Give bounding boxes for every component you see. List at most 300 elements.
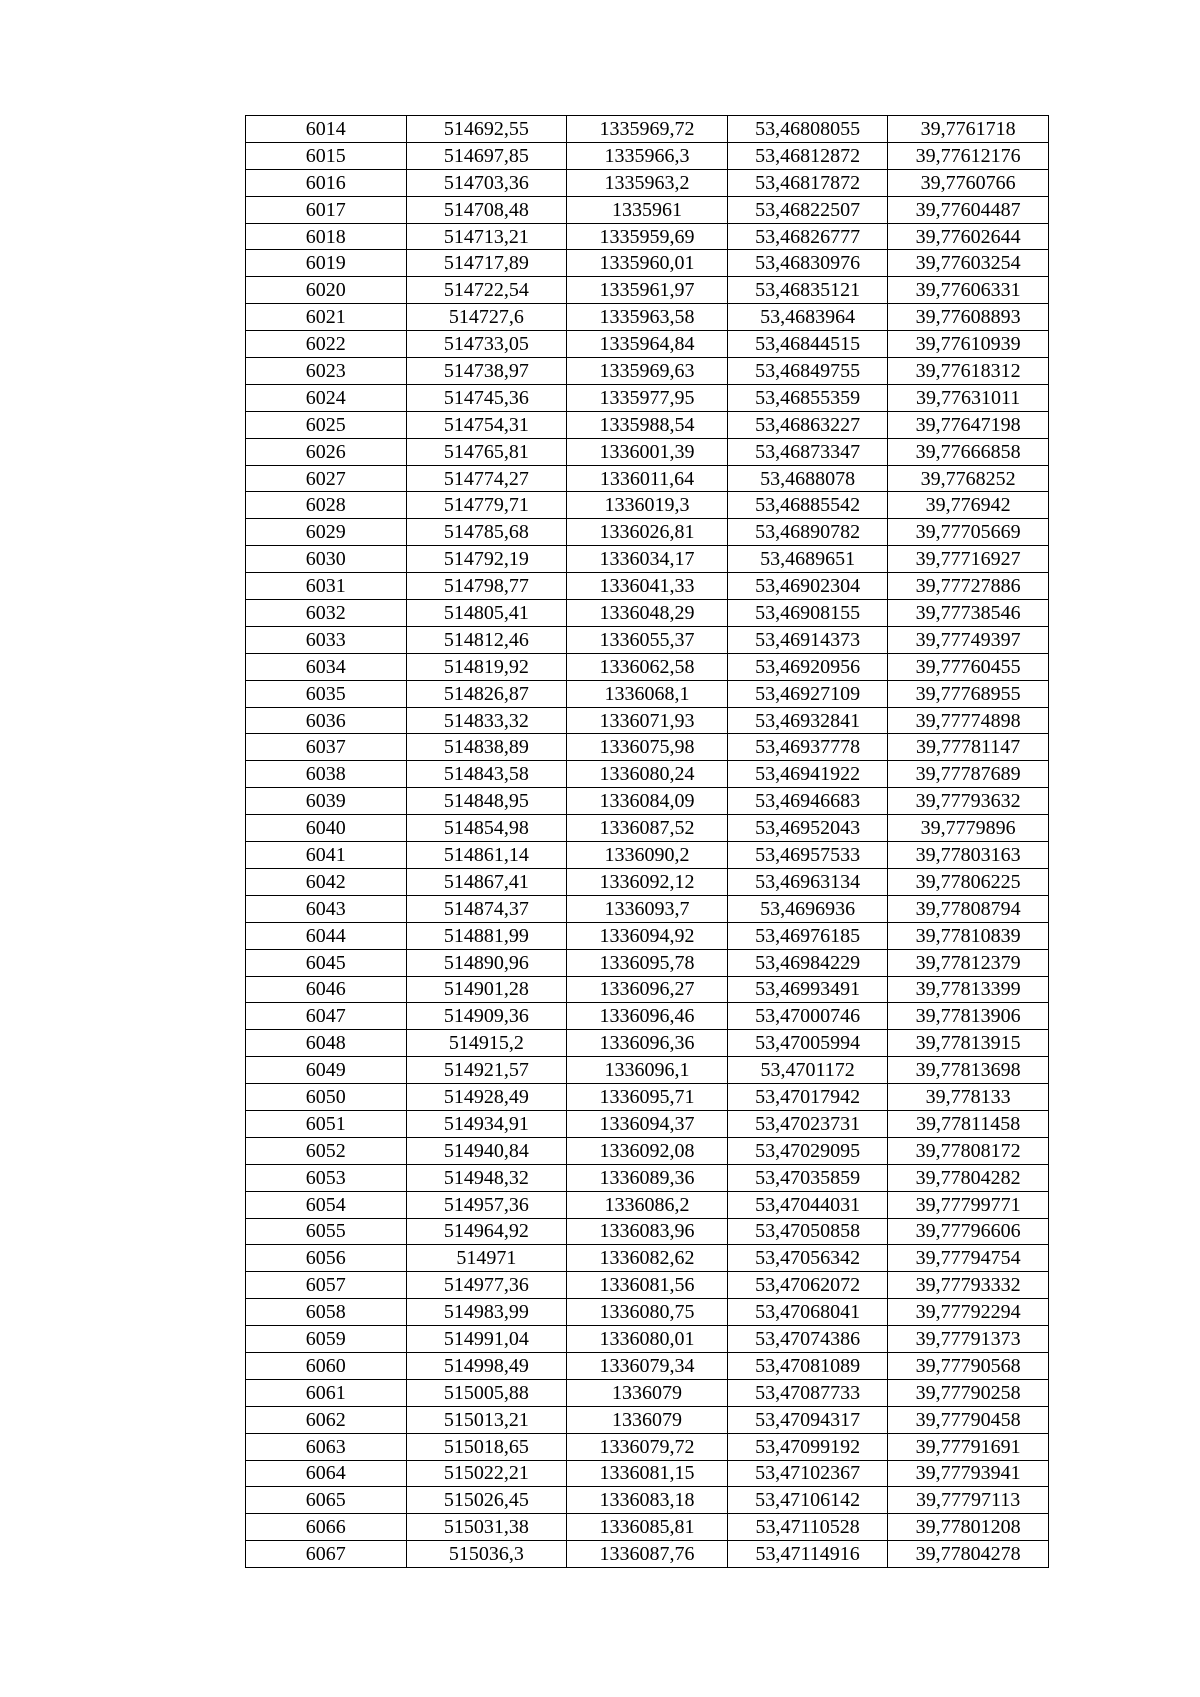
x-coordinate-cell: 514843,58 — [406, 761, 567, 788]
table-row — [246, 142, 1049, 169]
table-row — [246, 1030, 1049, 1057]
longitude-cell: 39,77803163 — [888, 842, 1049, 869]
longitude-cell: 39,778133 — [888, 1084, 1049, 1111]
latitude-cell: 53,46920956 — [727, 653, 888, 680]
latitude-cell: 53,47110528 — [727, 1514, 888, 1541]
x-coordinate-cell: 514948,32 — [406, 1164, 567, 1191]
y-coordinate-cell: 1336094,92 — [567, 922, 728, 949]
longitude-cell: 39,77810839 — [888, 922, 1049, 949]
longitude-cell: 39,77602644 — [888, 223, 1049, 250]
point-number-cell: 6029 — [246, 519, 407, 546]
longitude-cell: 39,77781147 — [888, 734, 1049, 761]
point-number-cell: 6027 — [246, 465, 407, 492]
table-row — [246, 895, 1049, 922]
table-row — [246, 1057, 1049, 1084]
latitude-cell: 53,4688078 — [727, 465, 888, 492]
longitude-cell: 39,77774898 — [888, 707, 1049, 734]
y-coordinate-cell: 1336083,96 — [567, 1218, 728, 1245]
y-coordinate-cell: 1336080,01 — [567, 1326, 728, 1353]
x-coordinate-cell: 514754,31 — [406, 411, 567, 438]
longitude-cell: 39,77793632 — [888, 788, 1049, 815]
latitude-cell: 53,47000746 — [727, 1003, 888, 1030]
y-coordinate-cell: 1336084,09 — [567, 788, 728, 815]
latitude-cell: 53,46817872 — [727, 169, 888, 196]
longitude-cell: 39,77797113 — [888, 1487, 1049, 1514]
y-coordinate-cell: 1336048,29 — [567, 600, 728, 627]
latitude-cell: 53,47035859 — [727, 1164, 888, 1191]
table-row — [246, 1541, 1049, 1568]
longitude-cell: 39,77791373 — [888, 1326, 1049, 1353]
x-coordinate-cell: 514833,32 — [406, 707, 567, 734]
point-number-cell: 6015 — [246, 142, 407, 169]
table-row — [246, 573, 1049, 600]
x-coordinate-cell: 514792,19 — [406, 546, 567, 573]
longitude-cell: 39,77806225 — [888, 868, 1049, 895]
point-number-cell: 6067 — [246, 1541, 407, 1568]
latitude-cell: 53,46984229 — [727, 949, 888, 976]
latitude-cell: 53,47102367 — [727, 1460, 888, 1487]
point-number-cell: 6061 — [246, 1379, 407, 1406]
table-row — [246, 1487, 1049, 1514]
x-coordinate-cell: 514854,98 — [406, 815, 567, 842]
table-row — [246, 250, 1049, 277]
point-number-cell: 6014 — [246, 116, 407, 143]
table-row — [246, 1191, 1049, 1218]
latitude-cell: 53,46822507 — [727, 196, 888, 223]
x-coordinate-cell: 514964,92 — [406, 1218, 567, 1245]
latitude-cell: 53,46993491 — [727, 976, 888, 1003]
table-row — [246, 1110, 1049, 1137]
y-coordinate-cell: 1336092,12 — [567, 868, 728, 895]
table-row — [246, 1299, 1049, 1326]
longitude-cell: 39,77796606 — [888, 1218, 1049, 1245]
x-coordinate-cell: 514998,49 — [406, 1352, 567, 1379]
latitude-cell: 53,46855359 — [727, 384, 888, 411]
y-coordinate-cell: 1336090,2 — [567, 842, 728, 869]
y-coordinate-cell: 1336081,15 — [567, 1460, 728, 1487]
y-coordinate-cell: 1335969,72 — [567, 116, 728, 143]
table-row — [246, 653, 1049, 680]
table-row — [246, 1272, 1049, 1299]
latitude-cell: 53,46863227 — [727, 411, 888, 438]
x-coordinate-cell: 514727,6 — [406, 304, 567, 331]
longitude-cell: 39,77813399 — [888, 976, 1049, 1003]
y-coordinate-cell: 1336075,98 — [567, 734, 728, 761]
table-row — [246, 196, 1049, 223]
latitude-cell: 53,46844515 — [727, 331, 888, 358]
coordinates-table-body — [246, 116, 1049, 1568]
y-coordinate-cell: 1336094,37 — [567, 1110, 728, 1137]
x-coordinate-cell: 514909,36 — [406, 1003, 567, 1030]
latitude-cell: 53,46908155 — [727, 600, 888, 627]
point-number-cell: 6040 — [246, 815, 407, 842]
x-coordinate-cell: 515018,65 — [406, 1433, 567, 1460]
longitude-cell: 39,77768955 — [888, 680, 1049, 707]
point-number-cell: 6037 — [246, 734, 407, 761]
y-coordinate-cell: 1336026,81 — [567, 519, 728, 546]
longitude-cell: 39,776942 — [888, 492, 1049, 519]
latitude-cell: 53,47023731 — [727, 1110, 888, 1137]
longitude-cell: 39,77603254 — [888, 250, 1049, 277]
x-coordinate-cell: 514812,46 — [406, 626, 567, 653]
latitude-cell: 53,46963134 — [727, 868, 888, 895]
point-number-cell: 6042 — [246, 868, 407, 895]
table-row — [246, 922, 1049, 949]
point-number-cell: 6016 — [246, 169, 407, 196]
x-coordinate-cell: 514861,14 — [406, 842, 567, 869]
x-coordinate-cell: 514713,21 — [406, 223, 567, 250]
x-coordinate-cell: 514971 — [406, 1245, 567, 1272]
point-number-cell: 6030 — [246, 546, 407, 573]
latitude-cell: 53,46952043 — [727, 815, 888, 842]
longitude-cell: 39,77716927 — [888, 546, 1049, 573]
x-coordinate-cell: 514774,27 — [406, 465, 567, 492]
y-coordinate-cell: 1335964,84 — [567, 331, 728, 358]
x-coordinate-cell: 514915,2 — [406, 1030, 567, 1057]
point-number-cell: 6050 — [246, 1084, 407, 1111]
point-number-cell: 6054 — [246, 1191, 407, 1218]
latitude-cell: 53,46941922 — [727, 761, 888, 788]
x-coordinate-cell: 514717,89 — [406, 250, 567, 277]
x-coordinate-cell: 515031,38 — [406, 1514, 567, 1541]
x-coordinate-cell: 514901,28 — [406, 976, 567, 1003]
y-coordinate-cell: 1336096,46 — [567, 1003, 728, 1030]
longitude-cell: 39,77749397 — [888, 626, 1049, 653]
y-coordinate-cell: 1336079,34 — [567, 1352, 728, 1379]
latitude-cell: 53,47094317 — [727, 1406, 888, 1433]
x-coordinate-cell: 514874,37 — [406, 895, 567, 922]
point-number-cell: 6026 — [246, 438, 407, 465]
longitude-cell: 39,77808172 — [888, 1137, 1049, 1164]
table-row — [246, 304, 1049, 331]
y-coordinate-cell: 1336092,08 — [567, 1137, 728, 1164]
point-number-cell: 6046 — [246, 976, 407, 1003]
coordinates-table — [245, 115, 1049, 1568]
x-coordinate-cell: 514819,92 — [406, 653, 567, 680]
longitude-cell: 39,77612176 — [888, 142, 1049, 169]
x-coordinate-cell: 514848,95 — [406, 788, 567, 815]
x-coordinate-cell: 514826,87 — [406, 680, 567, 707]
table-row — [246, 1460, 1049, 1487]
y-coordinate-cell: 1336087,52 — [567, 815, 728, 842]
latitude-cell: 53,4701172 — [727, 1057, 888, 1084]
longitude-cell: 39,77618312 — [888, 358, 1049, 385]
x-coordinate-cell: 514738,97 — [406, 358, 567, 385]
latitude-cell: 53,47062072 — [727, 1272, 888, 1299]
longitude-cell: 39,77811458 — [888, 1110, 1049, 1137]
point-number-cell: 6039 — [246, 788, 407, 815]
table-row — [246, 815, 1049, 842]
latitude-cell: 53,46937778 — [727, 734, 888, 761]
point-number-cell: 6021 — [246, 304, 407, 331]
latitude-cell: 53,46902304 — [727, 573, 888, 600]
latitude-cell: 53,47087733 — [727, 1379, 888, 1406]
x-coordinate-cell: 514692,55 — [406, 116, 567, 143]
table-row — [246, 223, 1049, 250]
y-coordinate-cell: 1336095,78 — [567, 949, 728, 976]
y-coordinate-cell: 1336087,76 — [567, 1541, 728, 1568]
point-number-cell: 6038 — [246, 761, 407, 788]
longitude-cell: 39,77812379 — [888, 949, 1049, 976]
table-row — [246, 331, 1049, 358]
x-coordinate-cell: 514957,36 — [406, 1191, 567, 1218]
x-coordinate-cell: 514745,36 — [406, 384, 567, 411]
table-row — [246, 680, 1049, 707]
point-number-cell: 6034 — [246, 653, 407, 680]
x-coordinate-cell: 514928,49 — [406, 1084, 567, 1111]
longitude-cell: 39,77647198 — [888, 411, 1049, 438]
table-row — [246, 519, 1049, 546]
point-number-cell: 6023 — [246, 358, 407, 385]
y-coordinate-cell: 1336093,7 — [567, 895, 728, 922]
longitude-cell: 39,7779896 — [888, 815, 1049, 842]
longitude-cell: 39,77804278 — [888, 1541, 1049, 1568]
x-coordinate-cell: 514722,54 — [406, 277, 567, 304]
latitude-cell: 53,47081089 — [727, 1352, 888, 1379]
longitude-cell: 39,7768252 — [888, 465, 1049, 492]
y-coordinate-cell: 1336082,62 — [567, 1245, 728, 1272]
longitude-cell: 39,77631011 — [888, 384, 1049, 411]
x-coordinate-cell: 514697,85 — [406, 142, 567, 169]
x-coordinate-cell: 514890,96 — [406, 949, 567, 976]
point-number-cell: 6024 — [246, 384, 407, 411]
point-number-cell: 6066 — [246, 1514, 407, 1541]
x-coordinate-cell: 514940,84 — [406, 1137, 567, 1164]
table-row — [246, 358, 1049, 385]
table-row — [246, 1406, 1049, 1433]
x-coordinate-cell: 514881,99 — [406, 922, 567, 949]
x-coordinate-cell: 514991,04 — [406, 1326, 567, 1353]
y-coordinate-cell: 1336089,36 — [567, 1164, 728, 1191]
latitude-cell: 53,46927109 — [727, 680, 888, 707]
latitude-cell: 53,46826777 — [727, 223, 888, 250]
x-coordinate-cell: 514708,48 — [406, 196, 567, 223]
point-number-cell: 6022 — [246, 331, 407, 358]
longitude-cell: 39,77804282 — [888, 1164, 1049, 1191]
latitude-cell: 53,46873347 — [727, 438, 888, 465]
latitude-cell: 53,46830976 — [727, 250, 888, 277]
x-coordinate-cell: 514838,89 — [406, 734, 567, 761]
longitude-cell: 39,77813915 — [888, 1030, 1049, 1057]
table-row — [246, 626, 1049, 653]
x-coordinate-cell: 515022,21 — [406, 1460, 567, 1487]
y-coordinate-cell: 1336080,75 — [567, 1299, 728, 1326]
y-coordinate-cell: 1335961 — [567, 196, 728, 223]
latitude-cell: 53,47056342 — [727, 1245, 888, 1272]
y-coordinate-cell: 1336011,64 — [567, 465, 728, 492]
table-row — [246, 465, 1049, 492]
latitude-cell: 53,46957533 — [727, 842, 888, 869]
longitude-cell: 39,77608893 — [888, 304, 1049, 331]
table-row — [246, 438, 1049, 465]
longitude-cell: 39,77793941 — [888, 1460, 1049, 1487]
point-number-cell: 6059 — [246, 1326, 407, 1353]
point-number-cell: 6056 — [246, 1245, 407, 1272]
y-coordinate-cell: 1335961,97 — [567, 277, 728, 304]
point-number-cell: 6053 — [246, 1164, 407, 1191]
latitude-cell: 53,4683964 — [727, 304, 888, 331]
x-coordinate-cell: 515005,88 — [406, 1379, 567, 1406]
point-number-cell: 6028 — [246, 492, 407, 519]
longitude-cell: 39,77727886 — [888, 573, 1049, 600]
point-number-cell: 6035 — [246, 680, 407, 707]
point-number-cell: 6064 — [246, 1460, 407, 1487]
point-number-cell: 6065 — [246, 1487, 407, 1514]
y-coordinate-cell: 1336079 — [567, 1406, 728, 1433]
x-coordinate-cell: 514798,77 — [406, 573, 567, 600]
point-number-cell: 6018 — [246, 223, 407, 250]
latitude-cell: 53,4689651 — [727, 546, 888, 573]
latitude-cell: 53,46849755 — [727, 358, 888, 385]
table-row — [246, 734, 1049, 761]
latitude-cell: 53,47106142 — [727, 1487, 888, 1514]
table-row — [246, 1218, 1049, 1245]
longitude-cell: 39,7760766 — [888, 169, 1049, 196]
y-coordinate-cell: 1336068,1 — [567, 680, 728, 707]
longitude-cell: 39,77801208 — [888, 1514, 1049, 1541]
longitude-cell: 39,77808794 — [888, 895, 1049, 922]
point-number-cell: 6033 — [246, 626, 407, 653]
point-number-cell: 6019 — [246, 250, 407, 277]
latitude-cell: 53,46835121 — [727, 277, 888, 304]
y-coordinate-cell: 1336055,37 — [567, 626, 728, 653]
table-row — [246, 1326, 1049, 1353]
point-number-cell: 6048 — [246, 1030, 407, 1057]
point-number-cell: 6063 — [246, 1433, 407, 1460]
latitude-cell: 53,46932841 — [727, 707, 888, 734]
table-row — [246, 1245, 1049, 1272]
y-coordinate-cell: 1336083,18 — [567, 1487, 728, 1514]
point-number-cell: 6052 — [246, 1137, 407, 1164]
y-coordinate-cell: 1336096,27 — [567, 976, 728, 1003]
table-row — [246, 1433, 1049, 1460]
table-row — [246, 868, 1049, 895]
y-coordinate-cell: 1335966,3 — [567, 142, 728, 169]
y-coordinate-cell: 1336095,71 — [567, 1084, 728, 1111]
x-coordinate-cell: 514867,41 — [406, 868, 567, 895]
table-row — [246, 1137, 1049, 1164]
y-coordinate-cell: 1336081,56 — [567, 1272, 728, 1299]
longitude-cell: 39,77813698 — [888, 1057, 1049, 1084]
latitude-cell: 53,46914373 — [727, 626, 888, 653]
table-row — [246, 546, 1049, 573]
y-coordinate-cell: 1336096,36 — [567, 1030, 728, 1057]
table-row — [246, 116, 1049, 143]
y-coordinate-cell: 1335977,95 — [567, 384, 728, 411]
longitude-cell: 39,77705669 — [888, 519, 1049, 546]
point-number-cell: 6045 — [246, 949, 407, 976]
latitude-cell: 53,46890782 — [727, 519, 888, 546]
x-coordinate-cell: 514934,91 — [406, 1110, 567, 1137]
latitude-cell: 53,4696936 — [727, 895, 888, 922]
table-row — [246, 600, 1049, 627]
y-coordinate-cell: 1335963,2 — [567, 169, 728, 196]
table-row — [246, 411, 1049, 438]
y-coordinate-cell: 1336019,3 — [567, 492, 728, 519]
longitude-cell: 39,77610939 — [888, 331, 1049, 358]
point-number-cell: 6051 — [246, 1110, 407, 1137]
latitude-cell: 53,47099192 — [727, 1433, 888, 1460]
latitude-cell: 53,47005994 — [727, 1030, 888, 1057]
latitude-cell: 53,47114916 — [727, 1541, 888, 1568]
x-coordinate-cell: 514977,36 — [406, 1272, 567, 1299]
y-coordinate-cell: 1336034,17 — [567, 546, 728, 573]
point-number-cell: 6041 — [246, 842, 407, 869]
y-coordinate-cell: 1336041,33 — [567, 573, 728, 600]
table-row — [246, 1352, 1049, 1379]
y-coordinate-cell: 1335963,58 — [567, 304, 728, 331]
y-coordinate-cell: 1336080,24 — [567, 761, 728, 788]
table-row — [246, 976, 1049, 1003]
y-coordinate-cell: 1335960,01 — [567, 250, 728, 277]
longitude-cell: 39,77799771 — [888, 1191, 1049, 1218]
point-number-cell: 6032 — [246, 600, 407, 627]
table-row — [246, 949, 1049, 976]
table-row — [246, 1003, 1049, 1030]
table-row — [246, 1379, 1049, 1406]
y-coordinate-cell: 1335988,54 — [567, 411, 728, 438]
longitude-cell: 39,77790568 — [888, 1352, 1049, 1379]
longitude-cell: 39,77604487 — [888, 196, 1049, 223]
longitude-cell: 39,77787689 — [888, 761, 1049, 788]
point-number-cell: 6060 — [246, 1352, 407, 1379]
longitude-cell: 39,7761718 — [888, 116, 1049, 143]
y-coordinate-cell: 1336085,81 — [567, 1514, 728, 1541]
longitude-cell: 39,77738546 — [888, 600, 1049, 627]
x-coordinate-cell: 515013,21 — [406, 1406, 567, 1433]
table-row — [246, 788, 1049, 815]
table-row — [246, 277, 1049, 304]
point-number-cell: 6020 — [246, 277, 407, 304]
longitude-cell: 39,77794754 — [888, 1245, 1049, 1272]
latitude-cell: 53,47074386 — [727, 1326, 888, 1353]
table-row — [246, 384, 1049, 411]
longitude-cell: 39,77760455 — [888, 653, 1049, 680]
table-row — [246, 1164, 1049, 1191]
table-row — [246, 842, 1049, 869]
y-coordinate-cell: 1336086,2 — [567, 1191, 728, 1218]
latitude-cell: 53,46808055 — [727, 116, 888, 143]
point-number-cell: 6062 — [246, 1406, 407, 1433]
y-coordinate-cell: 1336079,72 — [567, 1433, 728, 1460]
longitude-cell: 39,77793332 — [888, 1272, 1049, 1299]
latitude-cell: 53,46976185 — [727, 922, 888, 949]
x-coordinate-cell: 514785,68 — [406, 519, 567, 546]
longitude-cell: 39,77790458 — [888, 1406, 1049, 1433]
longitude-cell: 39,77666858 — [888, 438, 1049, 465]
point-number-cell: 6047 — [246, 1003, 407, 1030]
y-coordinate-cell: 1335969,63 — [567, 358, 728, 385]
longitude-cell: 39,77792294 — [888, 1299, 1049, 1326]
table-row — [246, 707, 1049, 734]
y-coordinate-cell: 1336079 — [567, 1379, 728, 1406]
y-coordinate-cell: 1336071,93 — [567, 707, 728, 734]
table-row — [246, 169, 1049, 196]
y-coordinate-cell: 1336096,1 — [567, 1057, 728, 1084]
y-coordinate-cell: 1336001,39 — [567, 438, 728, 465]
x-coordinate-cell: 515036,3 — [406, 1541, 567, 1568]
latitude-cell: 53,47050858 — [727, 1218, 888, 1245]
x-coordinate-cell: 514921,57 — [406, 1057, 567, 1084]
point-number-cell: 6057 — [246, 1272, 407, 1299]
longitude-cell: 39,77790258 — [888, 1379, 1049, 1406]
latitude-cell: 53,46946683 — [727, 788, 888, 815]
y-coordinate-cell: 1335959,69 — [567, 223, 728, 250]
point-number-cell: 6055 — [246, 1218, 407, 1245]
table-row — [246, 1084, 1049, 1111]
y-coordinate-cell: 1336062,58 — [567, 653, 728, 680]
point-number-cell: 6058 — [246, 1299, 407, 1326]
